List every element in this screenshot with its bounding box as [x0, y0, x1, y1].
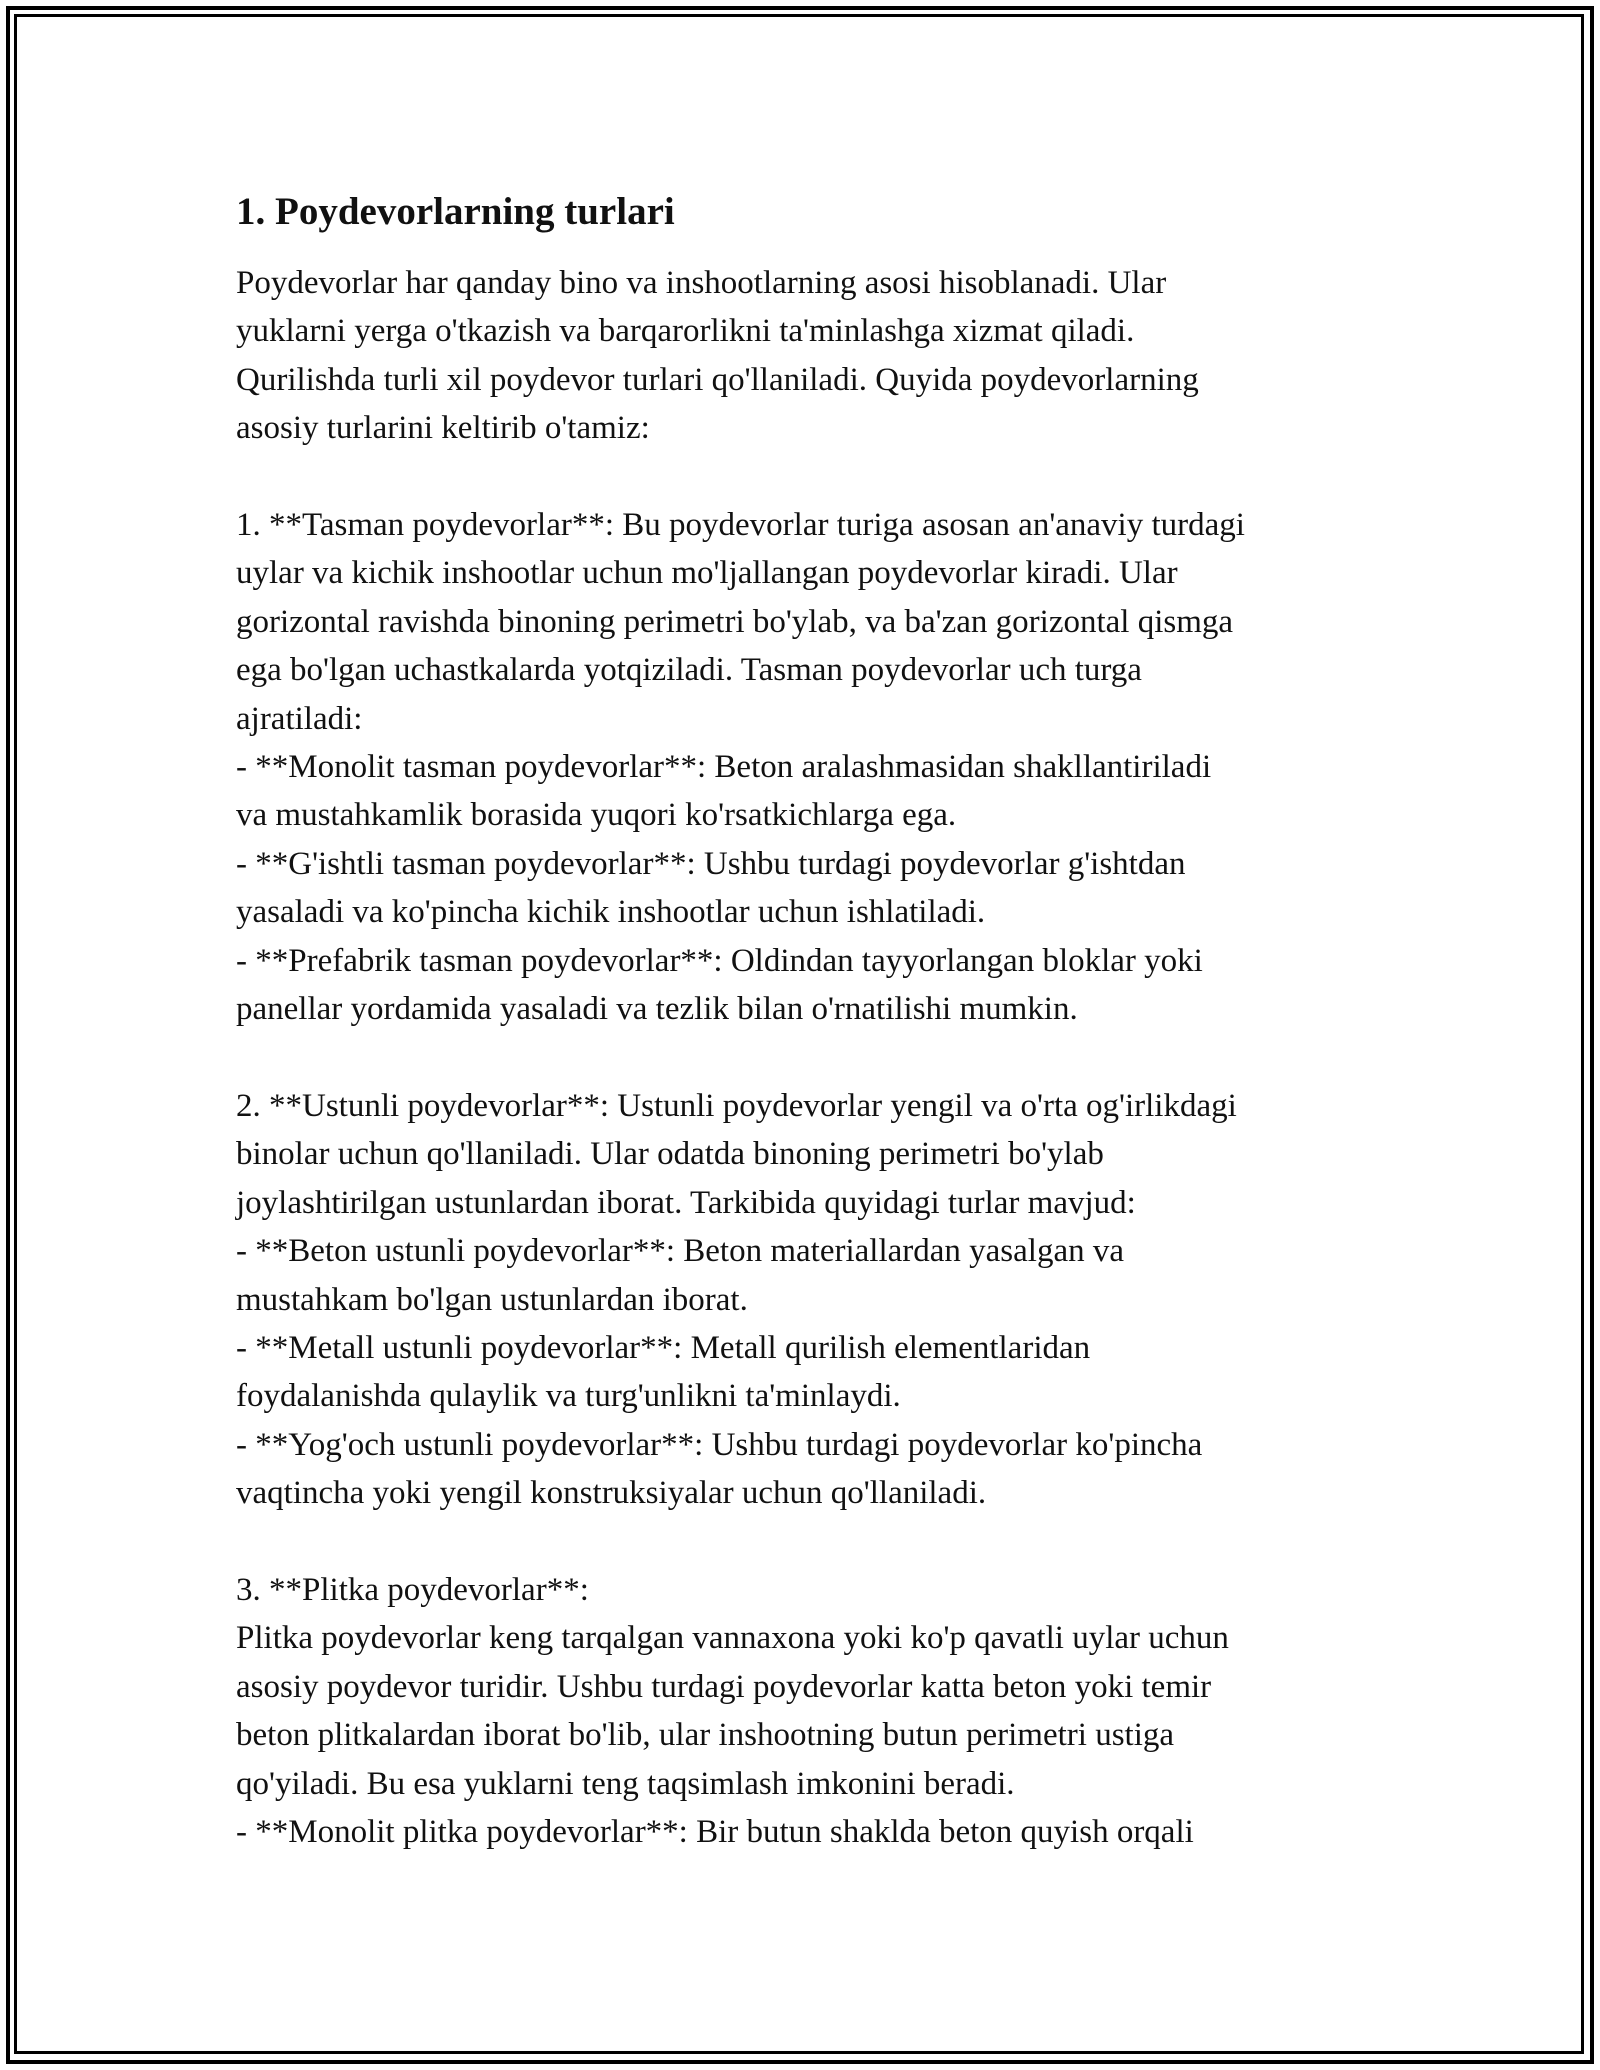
page-title: 1. Poydevorlarning turlari: [236, 190, 675, 233]
document-content: [236, 187, 1386, 1856]
document-body-text: Poydevorlar har qanday bino va inshootlarning asosi hisoblanadi. Ular yuklarni yerga o'tkazish va barqarorlikni ta'minlashga xizmat qiladi. Qurilishda turli xil poydevor turlari qo'llaniladi. Quyida poydevorlarning asosiy turlarini keltirib o'tamiz: 1. **Tasman poydevorlar**: Bu poydevorlar turiga asosan an'anaviy turdagi uylar va kichik inshootlar uchun mo'ljallangan poydevorlar kiradi. Ular gorizontal ravishda binoning perimetri bo'ylab, va ba'zan gorizontal qismga ega bo'lgan uchastkalarda yotqiziladi. Tasman poydevorlar uch turga ajratiladi: - **Monolit tasman poydevorlar**: Beton aralashmasidan shakllantiriladi va mustahkamlik borasida yuqori ko'rsatkichlarga ega. - **G'ishtli tasman poydevorlar**: Ushbu turdagi poydevorlar g'ishtdan yasaladi va ko'pincha kichik inshootlar uchun ishlatiladi. - **Prefabrik tasman poydevorlar**: Oldindan tayyorlangan bloklar yoki panellar yordamida yasaladi va tezlik bilan o'rnatilishi mumkin. 2. **Ustunli poydevorlar**: Ustunli poydevorlar yengil va o'rta og'irlikdagi binolar uchun qo'llaniladi. Ular odatda binoning perimetri bo'ylab joylashtirilgan ustunlardan iborat. Tarkibida quyidagi turlar mavjud: - **Beton ustunli poydevorlar**: Beton materiallardan yasalgan va mustahkam bo'lgan ustunlardan iborat. - **Metall ustunli poydevorlar**: Metall qurilish elementlaridan foydalanishda qulaylik va turg'unlikni ta'minlaydi. - **Yog'och ustunli poydevorlar**: Ushbu turdagi poydevorlar ko'pincha vaqtincha yoki yengil konstruksiyalar uchun qo'llaniladi. 3. **Plitka poydevorlar**: Plitka poydevorlar keng tarqalgan vannaxona yoki ko'p qavatli uylar uchun asosiy poydevor turidir. Ushbu turdagi poydevorlar katta beton yoki temir beton plitkalardan iborat bo'lib, ular inshootning butun perimetri ustiga qo'yiladi. Bu esa yuklarni teng taqsimlash imkonini beradi. - **Monolit plitka poydevorlar**: Bir butun shaklda beton quyish orqali: [236, 265, 1245, 1850]
